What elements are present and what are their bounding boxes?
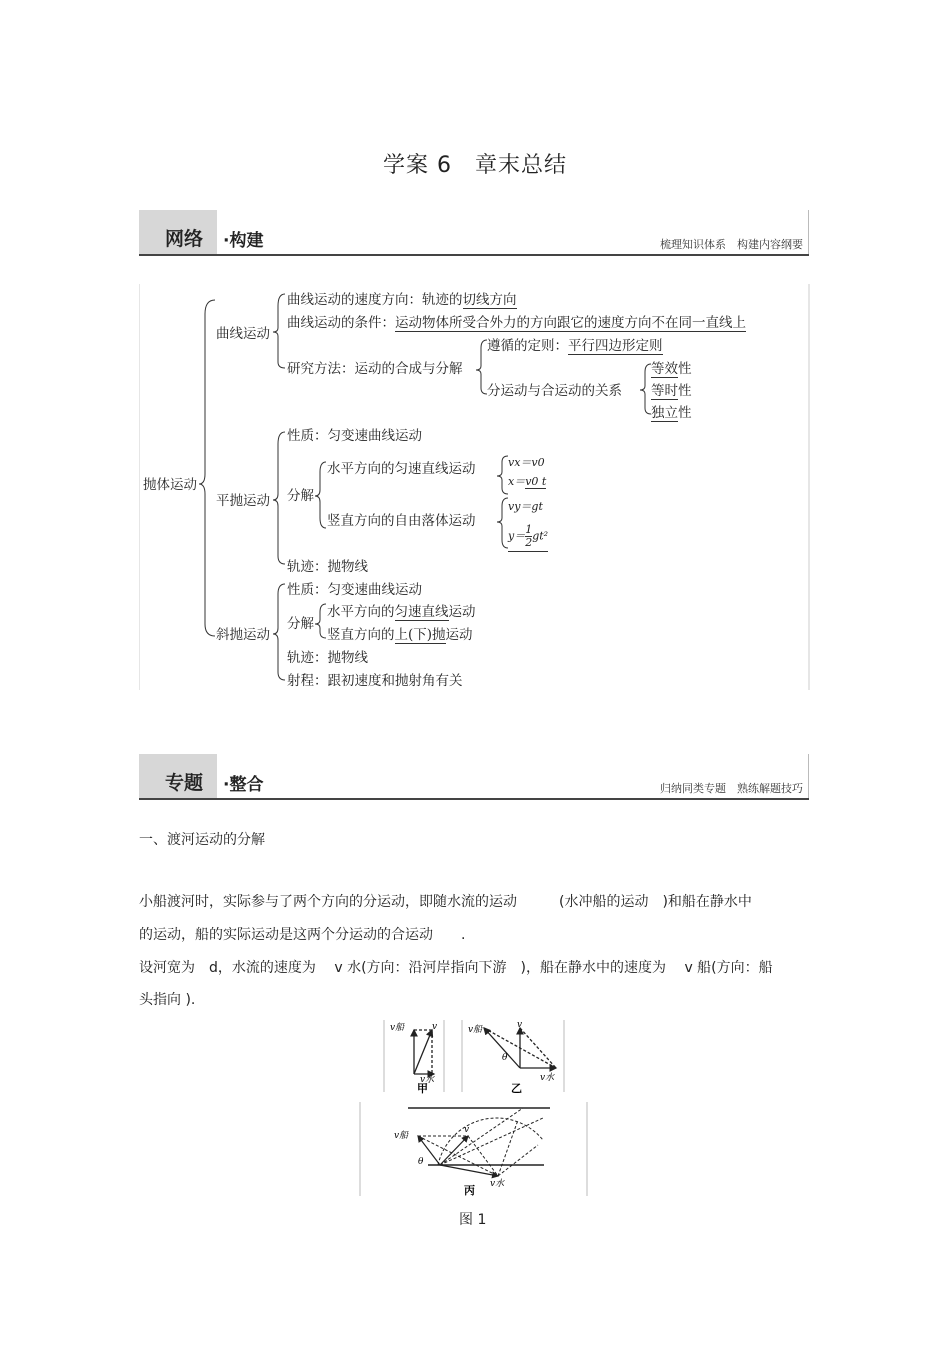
relation-equivalence: 等效性 (651, 361, 692, 377)
label-jia: 甲 (417, 1082, 428, 1095)
label-theta: θ (502, 1053, 508, 1063)
curve-rule: 遵循的定则：平行四边形定则 (487, 338, 663, 354)
page-title: 学案 6 章末总结 (383, 153, 567, 178)
curve-condition: 曲线运动的条件：运动物体所受合外力的方向跟它的速度方向不在同一直线上 (287, 315, 746, 331)
flat-trajectory: 轨迹：抛物线 (287, 559, 368, 575)
flat-nature: 性质：匀变速曲线运动 (287, 428, 422, 444)
flat-vertical: 竖直方向的自由落体运动 (327, 513, 476, 529)
curve-method: 研究方法：运动的合成与分解 (287, 361, 463, 377)
label-vshui: v水 (420, 1075, 435, 1085)
flat-horizontal: 水平方向的匀速直线运动 (327, 461, 476, 477)
label-v: v (464, 1125, 470, 1135)
section-heading: 一、渡河运动的分解 (139, 832, 265, 848)
flat-y: y＝ $\frac{1}{2}$ gt² (508, 524, 548, 552)
oblique-horizontal: 水平方向的匀速直线运动 (327, 604, 476, 620)
label-vchuan: v船 (390, 1023, 405, 1033)
flat-node: 平抛运动 (216, 493, 270, 509)
oblique-trajectory: 轨迹：抛物线 (287, 650, 368, 666)
flat-x: x＝v0 t (508, 475, 547, 488)
curve-velocity-direction: 曲线运动的速度方向：轨迹的切线方向 (287, 292, 517, 308)
banner-subheading: ·整合 (223, 775, 264, 795)
oblique-range: 射程：跟初速度和抛射角有关 (287, 673, 463, 689)
banner-subheading: ·构建 (223, 231, 264, 251)
banner-note: 归纳同类专题 熟练解题技巧 (660, 782, 803, 795)
label-vshui: v水 (540, 1073, 555, 1083)
topic-banner (139, 754, 809, 802)
relation-independence: 独立性 (651, 405, 692, 421)
curve-relation: 分运动与合运动的关系 (487, 383, 622, 399)
paragraph-line: 设河宽为 d，水流的速度为 v 水(方向：沿河岸指向下游 )，船在静水中的速度为 v 船(方向：船 (139, 960, 773, 976)
oblique-decomposition: 分解 (287, 616, 314, 632)
banner-note: 梳理知识体系 构建内容纲要 (660, 238, 803, 251)
paragraph-line: 小船渡河时，实际参与了两个方向的分运动，即随水流的运动 (水冲船的运动 )和船在静水中 (139, 894, 752, 910)
label-vshui: v水 (490, 1179, 505, 1189)
label-vchuan: v船 (468, 1025, 483, 1035)
network-banner (139, 210, 809, 258)
figure-bing (358, 1100, 590, 1198)
root-node: 抛体运动 (143, 477, 197, 493)
figure-caption: 图 1 (459, 1212, 487, 1228)
banner-heading: 专题 (165, 772, 204, 794)
oblique-vertical: 竖直方向的上(下)抛运动 (327, 627, 473, 643)
flat-vx: vx＝v0 (508, 456, 545, 469)
label-v: v (517, 1020, 523, 1030)
flat-decomposition: 分解 (287, 488, 314, 504)
banner-heading: 网络 (165, 228, 204, 250)
flat-vy: vy＝gt (508, 500, 543, 513)
curve-node: 曲线运动 (216, 326, 270, 342)
label-yi: 乙 (511, 1082, 522, 1095)
label-theta: θ (418, 1157, 424, 1167)
relation-simultaneity: 等时性 (651, 383, 692, 399)
paragraph-line: 的运动，船的实际运动是这两个分运动的合运动 . (139, 927, 466, 943)
label-bing: 丙 (464, 1184, 475, 1197)
oblique-node: 斜抛运动 (216, 627, 270, 643)
label-vchuan: v船 (394, 1131, 409, 1141)
figure-jia-yi (380, 1018, 570, 1096)
paragraph-line: 头指向 ). (139, 992, 196, 1008)
oblique-nature: 性质：匀变速曲线运动 (287, 582, 422, 598)
label-v: v (432, 1022, 438, 1032)
